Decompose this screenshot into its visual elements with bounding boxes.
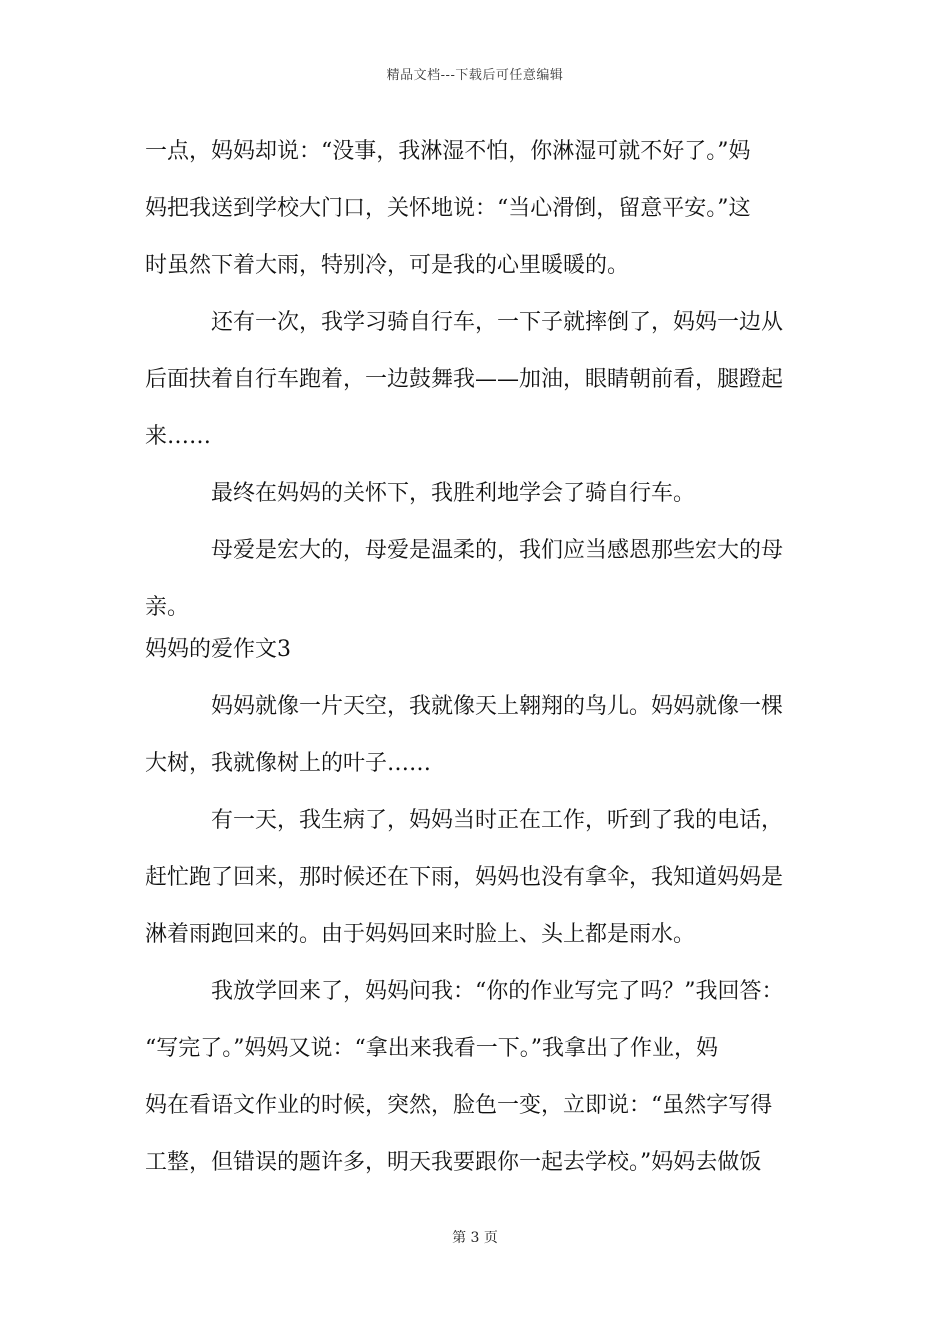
text-line: 妈把我送到学校大门口，关怀地说：“当心滑倒，留意平安。”这 (145, 196, 751, 221)
paragraph-start-line: 最终在妈妈的关怀下，我胜利地学会了骑自行车。 (211, 481, 696, 506)
text-line: 亲。 (145, 595, 190, 620)
paragraph-start-line: 我放学回来了，妈妈问我：“你的作业写完了吗？”我回答： (211, 979, 784, 1004)
document-body (145, 128, 810, 1196)
text-line: 赶忙跑了回来，那时候还在下雨，妈妈也没有拿伞，我知道妈妈是 (145, 865, 784, 890)
section-heading: 妈妈的爱作文3 (145, 637, 291, 662)
paragraph-start-line: 母爱是宏大的，母爱是温柔的，我们应当感恩那些宏大的母 (211, 538, 784, 563)
text-line: 一点，妈妈却说：“没事，我淋湿不怕，你淋湿可就不好了。”妈 (145, 139, 751, 164)
paragraph-start-line: 妈妈就像一片天空，我就像天上翱翔的鸟儿。妈妈就像一棵 (211, 694, 784, 719)
paragraph-start-line: 还有一次，我学习骑自行车，一下子就摔倒了，妈妈一边从 (211, 310, 784, 335)
text-line: 后面扶着自行车跑着，一边鼓舞我——加油，眼睛朝前看，腿蹬起 (145, 367, 784, 392)
text-line: 工整，但错误的题许多，明天我要跟你一起去学校。”妈妈去做饭 (145, 1150, 762, 1175)
text-line: “写完了。”妈妈又说：“拿出来我看一下。”我拿出了作业，妈 (145, 1036, 718, 1061)
text-line: 来…… (145, 424, 212, 449)
text-line: 大树，我就像树上的叶子…… (145, 751, 432, 776)
text-line: 时虽然下着大雨，特别冷，可是我的心里暖暖的。 (145, 253, 630, 278)
paragraph-start-line: 有一天，我生病了，妈妈当时正在工作，听到了我的电话， (211, 808, 784, 833)
page-header: 精品文档---下载后可任意编辑 (386, 68, 564, 83)
text-line: 妈在看语文作业的时候，突然，脸色一变，立即说：“虽然字写得 (145, 1093, 773, 1118)
page-number: 第 3 页 (452, 1230, 498, 1246)
text-line: 淋着雨跑回来的。由于妈妈回来时脸上、头上都是雨水。 (145, 922, 696, 947)
